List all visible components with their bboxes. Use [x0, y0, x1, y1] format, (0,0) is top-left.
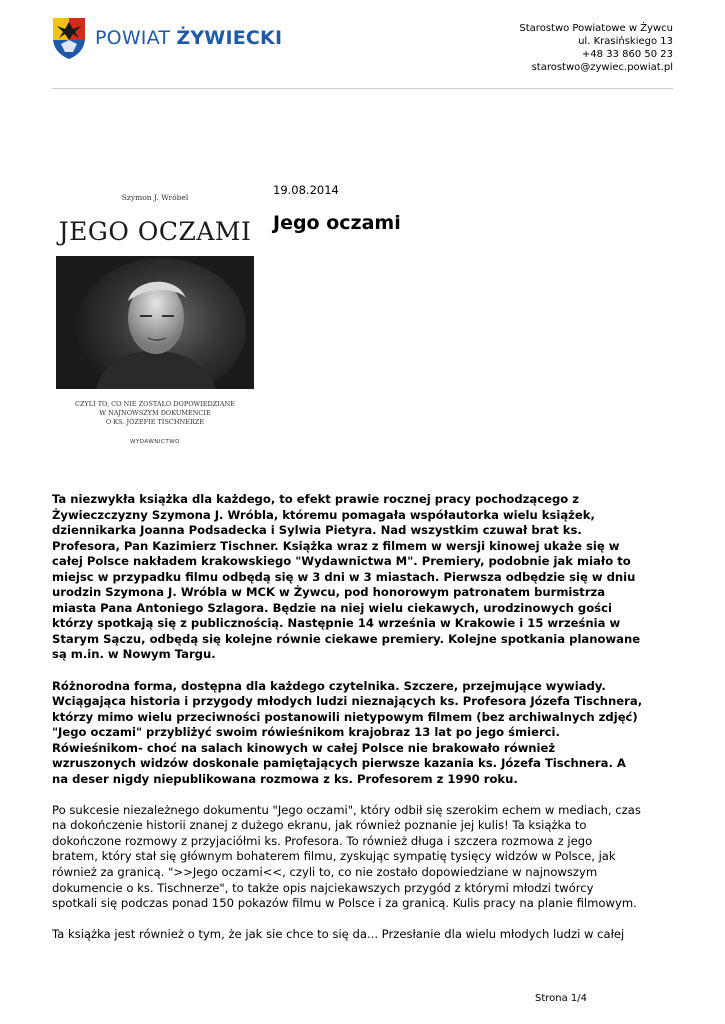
coat-of-arms-icon — [51, 16, 87, 60]
cover-publisher: WYDAWNICTWO — [129, 439, 181, 445]
text-line: Żywieczczyzny Szymona J. Wróbla, któremu pomagała współautorka wielu książek, — [52, 507, 595, 522]
contact-phone[interactable]: +48 33 860 50 23 — [581, 49, 673, 60]
book-cover-image — [56, 181, 254, 461]
cover-subtitle-line: O KS. JÓZEFIE TISCHNERZE — [105, 418, 205, 426]
text-line: na dokończenie historii znanej z dużego ekranu, jak również poznanie jej kulis! Ta książka to — [52, 818, 587, 833]
text-line: Ta książka jest również o tym, że jak sie chce to się da... Przesłanie dla wielu młodych ludzi w całej — [52, 927, 625, 942]
contact-org: Starostwo Powiatowe w Żywcu — [519, 23, 673, 34]
text-line: Różnorodna forma, dostępna dla każdego czytelnika. Szczere, przejmujące wywiady. — [52, 678, 606, 693]
text-line: są m.in. w Nowym Targu. — [52, 647, 216, 662]
text-line: wzruszonych widzów doskonale pamiętających pierwsze kazania ks. Józefa Tischnera. A — [52, 756, 626, 771]
text-line: na deser nigdy niepublikowana rozmowa z ks. Profesorem z 1990 roku. — [52, 771, 518, 786]
contact-block — [519, 22, 673, 74]
text-line: którzy mimo wielu przeciwności postanowili nietypowym filmem (bez archiwalnych zdjęć) — [52, 709, 638, 724]
powiat-logo[interactable] — [51, 16, 282, 60]
text-line: Starym Sączu, odbędą się kolejne równie ciekawe premiery. Kolejne spotkania planowane — [52, 631, 641, 646]
text-line: dokumencie o ks. Tischnerze", to także opis najciekawszych przygód z którymi młodzi twórcy — [52, 880, 594, 895]
logo-text-light: POWIAT — [95, 27, 177, 49]
header-divider — [52, 88, 673, 89]
cover-subtitle-line: CZYLI TO, CO NIE ZOSTAŁO DOPOWIEDZIANE — [75, 400, 235, 408]
text-line: Wciągająca historia i przygody młodych ludzi nieznających ks. Profesora Józefa Tischnera, — [52, 694, 643, 709]
text-line: miasta Pana Antoniego Szlagora. Będzie na niej wielu ciekawych, urodzinowych gości — [52, 600, 612, 615]
page-header — [0, 0, 725, 92]
text-line: Po sukcesie niezależnego dokumentu "Jego oczami", który odbił się szerokim echem w mediach, czas — [52, 802, 641, 817]
page-number: Strona 1/4 — [534, 993, 587, 1004]
article-body — [52, 492, 677, 958]
article-date: 19.08.2014 — [273, 183, 339, 197]
cover-title: JEGO OCZAMI — [58, 217, 252, 246]
article-paragraph-bold — [52, 492, 677, 663]
article-paragraph — [52, 927, 677, 943]
cover-subtitle-line: W NAJNOWSZYM DOKUMENCIE — [99, 409, 211, 417]
logo-wordmark — [95, 27, 282, 49]
cover-portrait-photo — [56, 256, 254, 389]
text-line: całej Polsce nakładem krakowskiego "Wydawnictwa M". Premiery, podobnie jak miało to — [52, 554, 631, 569]
logo-text-bold: ŻYWIECKI — [176, 27, 283, 49]
text-line: miejsc w przypadku filmu odbędą się w 3 dni w 3 miastach. Pierwsza odbędzie się w dniu — [52, 569, 636, 584]
article-paragraph — [52, 803, 677, 912]
contact-street: ul. Krasińskiego 13 — [578, 36, 673, 47]
text-line: "Jego oczami" przybliżyć swoim rówieśnikom krajobraz 13 lat po jego śmierci. — [52, 725, 560, 740]
portrait-illustration — [56, 256, 254, 389]
contact-email[interactable]: starostwo@zywiec.powiat.pl — [531, 62, 673, 73]
cover-subtitle — [56, 400, 254, 427]
text-line: dziennikarka Joanna Podsadecka i Sylwia Pietyra. Nad wszystkim czuwał brat ks. — [52, 523, 582, 538]
text-line: którzy spotkają się z publicznością. Następnie 14 września w Krakowie i 15 września w — [52, 616, 621, 631]
text-line: Ta niezwykła książka dla każdego, to efekt prawie rocznej pracy pochodzącego z — [52, 492, 580, 506]
text-line: Profesora, Pan Kazimierz Tischner. Książka wraz z filmem w wersji kinowej ukaże się w — [52, 538, 620, 553]
cover-author: Szymon J. Wróbel — [121, 193, 189, 202]
text-line: urodzin Szymona J. Wróbla w MCK w Żywcu, pod honorowym patronatem burmistrza — [52, 585, 606, 600]
text-line: bratem, który stał się głównym bohaterem filmu, zyskując sympatię tysięcy widzów w Polsce, jak — [52, 849, 616, 864]
article-paragraph-bold — [52, 679, 677, 788]
article-title: Jego oczami — [273, 212, 401, 234]
text-line: również za granicą. ">>Jego oczami<<, czyli to, co nie zostało dopowiedziane w najnowszym — [52, 865, 598, 880]
text-line: Rówieśnikom- choć na salach kinowych w całej Polsce nie brakowało również — [52, 740, 556, 755]
text-line: spotkali się podczas ponad 150 pokazów filmu w Polsce i za granicą. Kulis pracy na planie filmowym. — [52, 896, 637, 911]
text-line: dokończone rozmowy z przyjaciółmi ks. Profesora. To również długa i szczera rozmowa z jego — [52, 833, 593, 848]
